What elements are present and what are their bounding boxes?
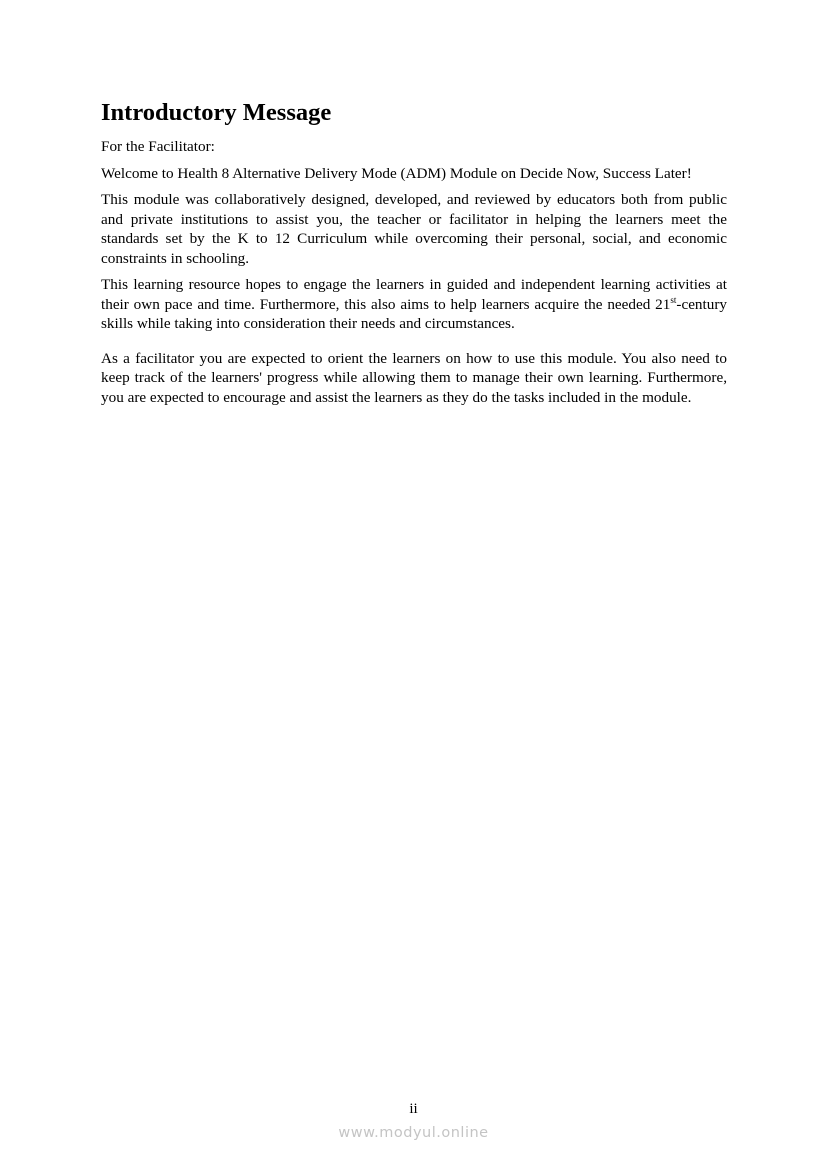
paragraph-welcome: Welcome to Health 8 Alternative Delivery Mode (ADM) Module on Decide Now, Success Later! <box>101 164 692 182</box>
paragraph-text: This learning resource hopes to engage the learners in guided and independent learning activities at their own pace and time. Furthermore, this also aims to help learners acquire the needed 21 <box>101 276 727 313</box>
paragraph-learning-resource <box>101 275 727 334</box>
document-body <box>101 98 727 414</box>
page-title: Introductory Message <box>101 99 332 126</box>
paragraph-module-design: This module was collaboratively designed, developed, and reviewed by educators both from public and private institutions to assist you, the teacher or facilitator in helping the learners meet the standards set by the K to 12 Curriculum while overcoming their personal, social, and economic constraints in schooling. <box>101 191 727 267</box>
watermark: www.modyul.online <box>338 1125 489 1141</box>
superscript: st <box>670 294 677 305</box>
page-number: ii <box>409 1101 418 1117</box>
salutation: For the Facilitator: <box>101 138 215 155</box>
paragraph-facilitator-role: As a facilitator you are expected to orient the learners on how to use this module. You also need to keep track of the learners' progress while allowing them to manage their own learning. Furthermore, you are expected to encourage and assist the learners as they do the tasks included in the module. <box>101 349 727 406</box>
paragraph-text: -century skills while taking into consideration their needs and circumstances. <box>101 295 727 332</box>
